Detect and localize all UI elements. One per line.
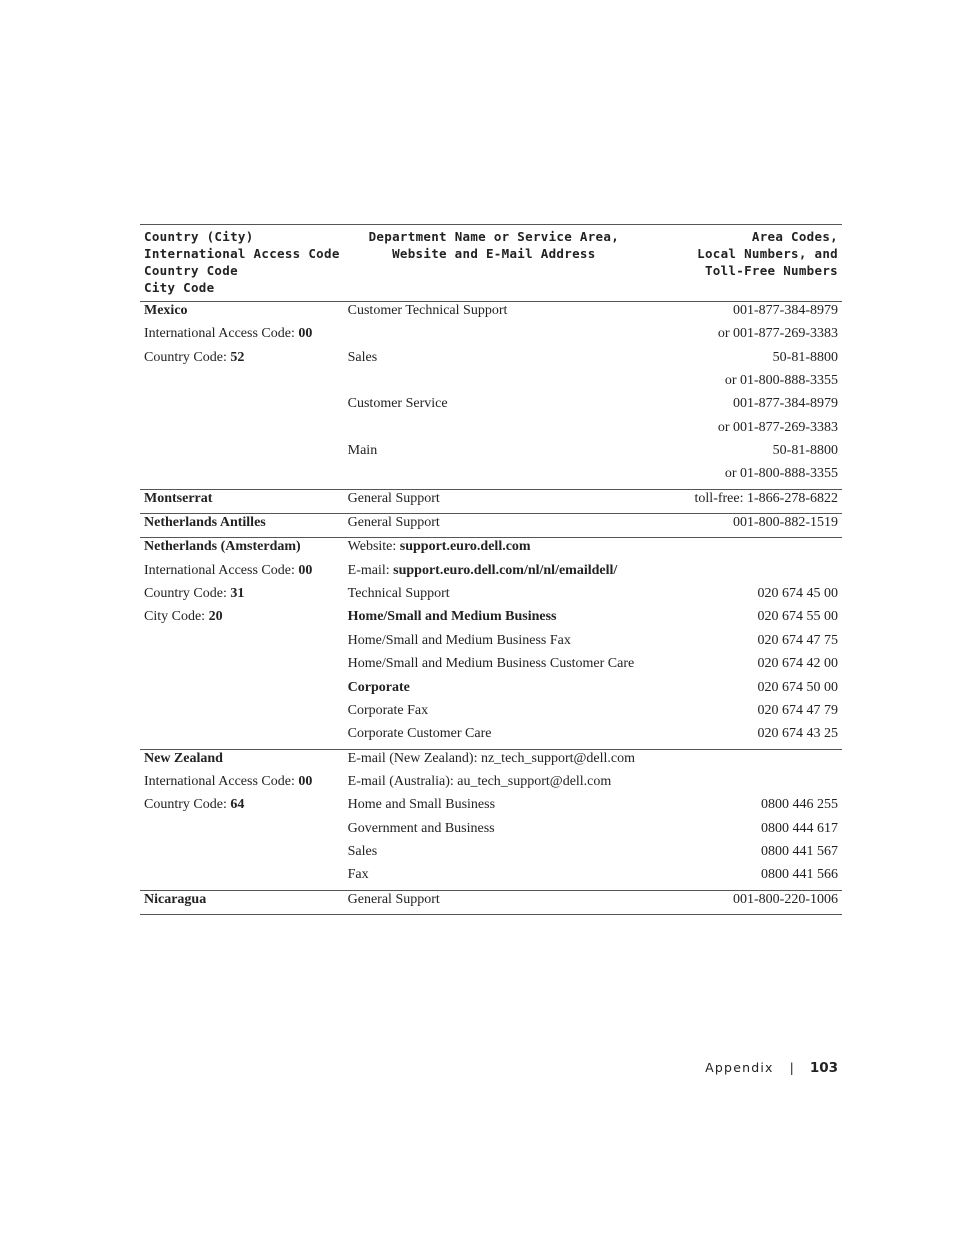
table-row xyxy=(140,538,842,562)
table-body xyxy=(140,302,842,915)
cell-country-text: International Access Code: xyxy=(144,562,299,578)
table-row xyxy=(140,843,842,866)
header-numbers xyxy=(644,225,842,302)
cell-department xyxy=(344,890,644,914)
cell-country xyxy=(140,679,344,702)
cell-country xyxy=(140,419,344,442)
cell-number: toll-free: 1-866-278-6822 xyxy=(644,489,842,513)
cell-department xyxy=(344,585,644,608)
footer-separator: | xyxy=(789,1060,794,1075)
header-line: Local Numbers, and xyxy=(697,246,838,261)
header-line: Website and E-Mail Address xyxy=(392,246,596,261)
cell-department-text: E-mail: xyxy=(347,562,394,578)
cell-country xyxy=(140,585,344,608)
cell-country xyxy=(140,372,344,395)
cell-number: or 01-800-888-3355 xyxy=(724,466,838,482)
cell-number: 50-81-8800 xyxy=(772,443,838,459)
cell-country xyxy=(140,442,344,465)
cell-number: 020 674 47 75 xyxy=(757,632,838,648)
cell-department xyxy=(344,866,644,890)
cell-department-text: General Support xyxy=(347,490,440,506)
cell-department-text: Customer Service xyxy=(347,396,448,412)
table-row xyxy=(140,679,842,702)
cell-country-value: 20 xyxy=(208,609,223,625)
table-row xyxy=(140,608,842,631)
cell-country-text: Netherlands (Amsterdam) xyxy=(144,539,301,555)
cell-number: 0800 441 567 xyxy=(761,843,838,859)
cell-number xyxy=(644,773,842,796)
cell-number: 020 674 43 25 xyxy=(757,726,838,742)
table-row xyxy=(140,395,842,418)
cell-department-text: General Support xyxy=(347,515,440,531)
table-row xyxy=(140,302,842,326)
cell-department xyxy=(344,562,644,585)
table-row xyxy=(140,562,842,585)
cell-country-value: 52 xyxy=(230,349,245,365)
cell-country-text: Netherlands Antilles xyxy=(144,515,266,531)
cell-department xyxy=(344,655,644,678)
table-row xyxy=(140,465,842,489)
cell-department xyxy=(344,489,644,513)
cell-department xyxy=(344,325,644,348)
cell-number xyxy=(644,749,842,773)
cell-country-text: International Access Code: xyxy=(144,773,299,789)
cell-department-text: Home and Small Business xyxy=(347,797,496,813)
cell-department-text: Main xyxy=(347,443,378,459)
cell-department-text: Government and Business xyxy=(347,820,495,836)
header-line: Area Codes, xyxy=(751,229,838,244)
cell-number: 020 674 47 79 xyxy=(757,702,838,718)
cell-number: 50-81-8800 xyxy=(772,349,838,365)
cell-department xyxy=(344,773,644,796)
cell-department-text: Home/Small and Medium Business Fax xyxy=(347,632,571,648)
table-row xyxy=(140,442,842,465)
page-footer xyxy=(705,1060,838,1076)
table-row xyxy=(140,773,842,796)
cell-department xyxy=(344,749,644,773)
cell-number: 020 674 45 00 xyxy=(757,586,838,602)
cell-department-text: Corporate xyxy=(347,679,410,695)
cell-country xyxy=(140,514,344,538)
cell-number: 001-800-220-1006 xyxy=(644,890,842,914)
cell-number: or 01-800-888-3355 xyxy=(724,373,838,389)
table-row xyxy=(140,655,842,678)
cell-country xyxy=(140,866,344,890)
table-row xyxy=(140,632,842,655)
header-row xyxy=(140,225,842,302)
cell-country-text: City Code: xyxy=(144,609,209,625)
header-line: Country (City) xyxy=(144,229,254,244)
cell-department xyxy=(344,372,644,395)
cell-number: 020 674 55 00 xyxy=(757,609,838,625)
header-line: City Code xyxy=(144,280,215,295)
cell-country xyxy=(140,562,344,585)
table-row xyxy=(140,372,842,395)
cell-department-text: Customer Technical Support xyxy=(347,303,508,318)
cell-country xyxy=(140,302,344,326)
cell-department xyxy=(344,702,644,725)
cell-department xyxy=(344,442,644,465)
cell-department-text: Website: xyxy=(347,539,400,555)
footer-section: Appendix xyxy=(705,1060,774,1075)
cell-country xyxy=(140,749,344,773)
header-country xyxy=(140,225,344,302)
cell-department-text: Home/Small and Medium Business Customer Care xyxy=(347,656,635,672)
table-row xyxy=(140,514,842,538)
cell-department xyxy=(344,632,644,655)
cell-department xyxy=(344,820,644,843)
cell-country xyxy=(140,725,344,749)
table-row xyxy=(140,866,842,890)
table-row xyxy=(140,820,842,843)
cell-country-text: Mexico xyxy=(144,303,188,318)
table-row xyxy=(140,702,842,725)
cell-number: 001-877-384-8979 xyxy=(644,302,842,326)
cell-department-text: Home/Small and Medium Business xyxy=(347,609,557,625)
cell-department-text: Technical Support xyxy=(347,586,450,602)
cell-department-text: Fax xyxy=(347,867,369,883)
table-row xyxy=(140,349,842,372)
table-row xyxy=(140,325,842,348)
cell-country-text: Country Code: xyxy=(144,586,231,602)
cell-country-value: 31 xyxy=(230,586,245,602)
cell-department xyxy=(344,302,644,326)
table-row xyxy=(140,489,842,513)
cell-number: 001-877-384-8979 xyxy=(733,396,838,412)
table-row xyxy=(140,749,842,773)
cell-department xyxy=(344,419,644,442)
cell-country-value: 64 xyxy=(230,797,245,813)
cell-number xyxy=(644,562,842,585)
table-row xyxy=(140,585,842,608)
cell-country xyxy=(140,489,344,513)
cell-department xyxy=(344,395,644,418)
cell-department xyxy=(344,843,644,866)
contact-table xyxy=(140,224,842,915)
cell-number: 0800 446 255 xyxy=(761,797,838,813)
page-number: 103 xyxy=(809,1060,838,1076)
cell-country xyxy=(140,773,344,796)
cell-department-text: E-mail (Australia): au_tech_support@dell.com xyxy=(347,773,612,789)
cell-country-text: Country Code: xyxy=(144,797,231,813)
cell-number: 0800 441 566 xyxy=(761,867,838,883)
cell-country xyxy=(140,465,344,489)
header-line: International Access Code xyxy=(144,246,340,261)
cell-number: 001-800-882-1519 xyxy=(644,514,842,538)
cell-department xyxy=(344,608,644,631)
cell-department-value: support.euro.dell.com/nl/nl/emaildell/ xyxy=(393,562,618,578)
cell-number: 020 674 50 00 xyxy=(757,679,838,695)
cell-department-text: Sales xyxy=(347,349,378,365)
cell-department-text: E-mail (New Zealand): nz_tech_support@dell.com xyxy=(347,750,635,766)
cell-department-text: Sales xyxy=(347,843,378,859)
cell-department xyxy=(344,514,644,538)
cell-country xyxy=(140,349,344,372)
cell-number: or 001-877-269-3383 xyxy=(717,326,838,342)
header-line: Country Code xyxy=(144,263,238,278)
cell-department xyxy=(344,349,644,372)
header-line: Toll-Free Numbers xyxy=(704,263,838,278)
header-department xyxy=(344,225,644,302)
cell-country xyxy=(140,655,344,678)
cell-department-text: Corporate Fax xyxy=(347,702,429,718)
cell-country xyxy=(140,796,344,819)
cell-country xyxy=(140,538,344,562)
cell-country xyxy=(140,608,344,631)
cell-department xyxy=(344,465,644,489)
cell-department xyxy=(344,679,644,702)
cell-country-text: Nicaragua xyxy=(144,891,207,907)
cell-department-value: support.euro.dell.com xyxy=(399,539,531,555)
cell-department xyxy=(344,796,644,819)
cell-department xyxy=(344,538,644,562)
cell-country xyxy=(140,325,344,348)
cell-number: 020 674 42 00 xyxy=(757,656,838,672)
cell-country xyxy=(140,820,344,843)
cell-department-text: General Support xyxy=(347,891,440,907)
cell-country-value: 00 xyxy=(298,773,313,789)
table-row xyxy=(140,725,842,749)
cell-country xyxy=(140,843,344,866)
cell-country xyxy=(140,890,344,914)
table-header xyxy=(140,225,842,302)
table-row xyxy=(140,419,842,442)
cell-department-text: Corporate Customer Care xyxy=(347,726,492,742)
cell-number xyxy=(644,538,842,562)
header-line: Department Name or Service Area, xyxy=(368,229,620,244)
cell-number: 0800 444 617 xyxy=(761,820,838,836)
cell-country-value: 00 xyxy=(298,326,313,342)
cell-country xyxy=(140,702,344,725)
table-row xyxy=(140,890,842,914)
cell-number: or 001-877-269-3383 xyxy=(717,419,838,435)
cell-country-text: New Zealand xyxy=(144,750,223,766)
cell-country xyxy=(140,395,344,418)
cell-country-text: Montserrat xyxy=(144,490,213,506)
table-row xyxy=(140,796,842,819)
cell-country-value: 00 xyxy=(298,562,313,578)
cell-department xyxy=(344,725,644,749)
cell-country-text: International Access Code: xyxy=(144,326,299,342)
cell-country-text: Country Code: xyxy=(144,349,231,365)
cell-country xyxy=(140,632,344,655)
